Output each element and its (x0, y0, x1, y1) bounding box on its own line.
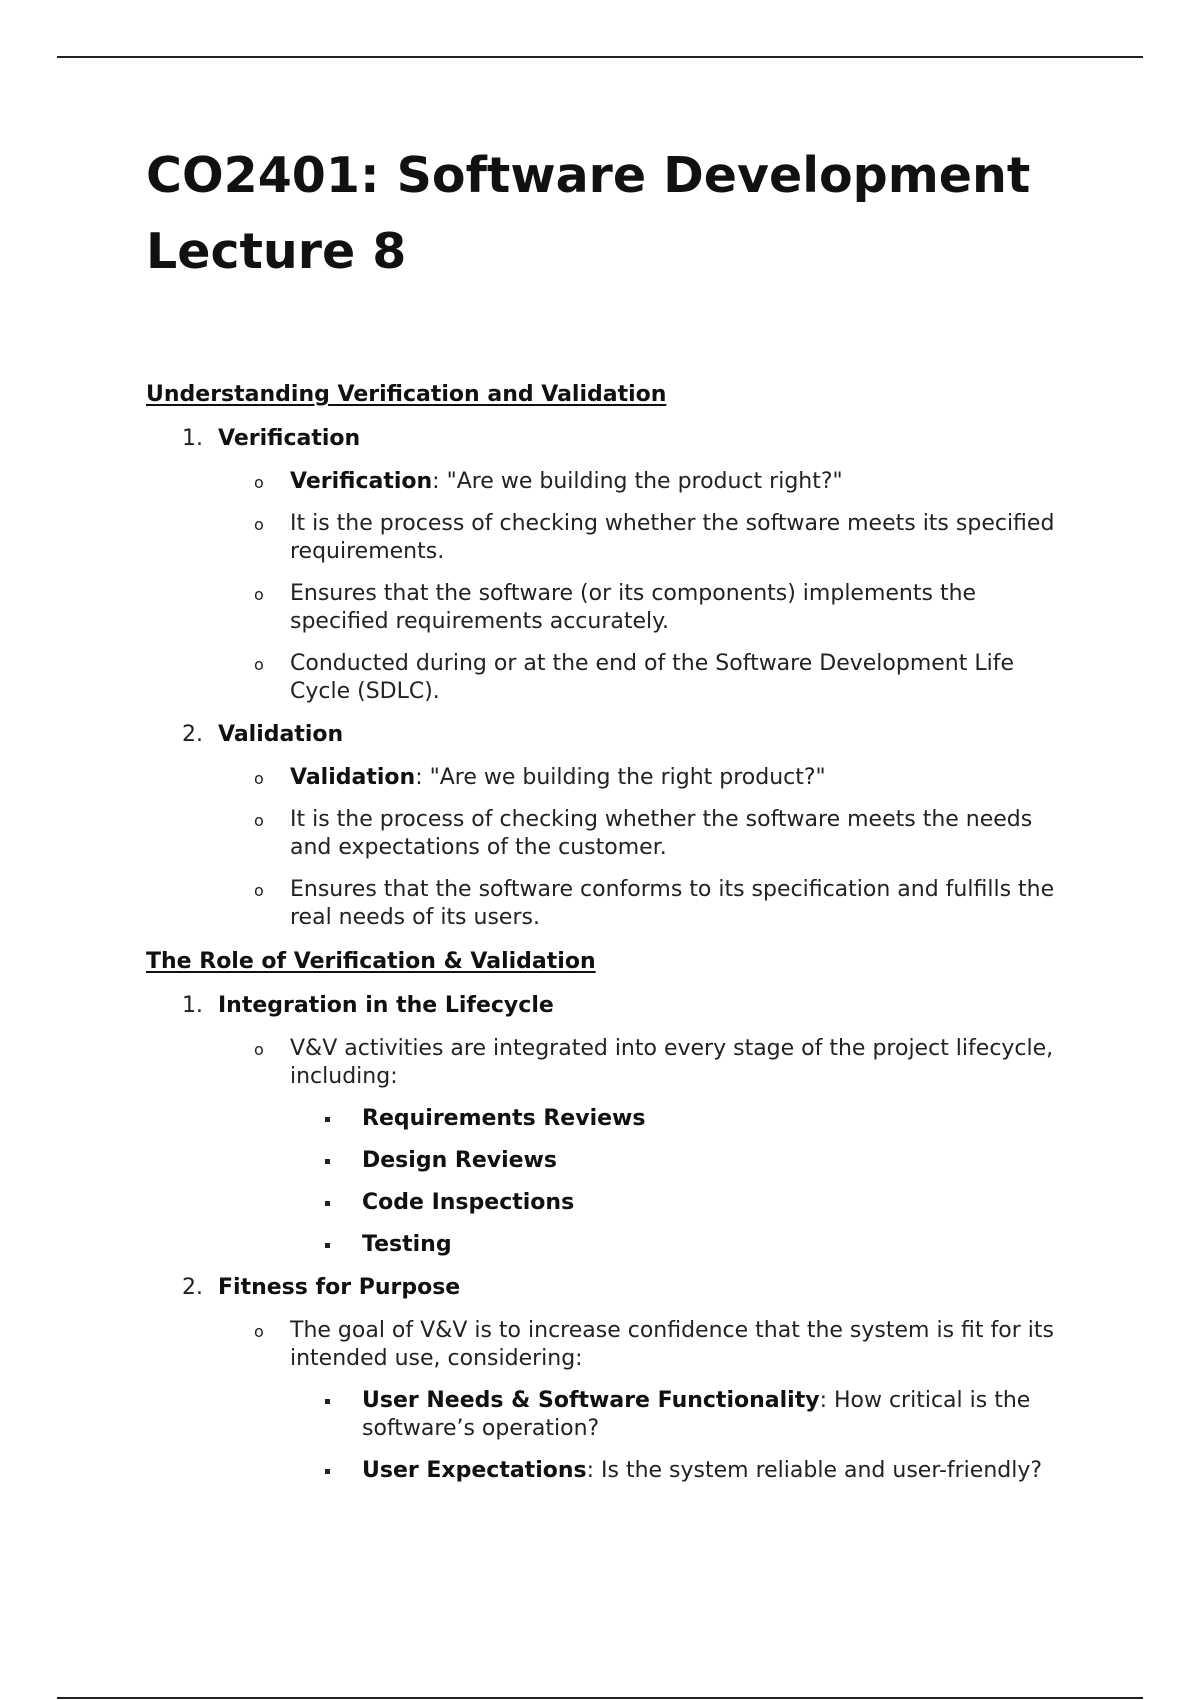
list-number: 2. (182, 1275, 203, 1300)
bottom-rule (57, 1697, 1143, 1699)
numbered-list (146, 424, 1066, 932)
square-bullet-icon (325, 1117, 330, 1122)
square-bullet-icon (325, 1399, 330, 1404)
bullet-text: It is the process of checking whether the software meets the needs and expectations of the customer. (290, 807, 1033, 860)
bullet-item (218, 510, 1066, 566)
circle-bullet-icon: o (254, 585, 264, 604)
list-item-label: Validation (218, 722, 344, 747)
list-item-integration (146, 991, 1066, 1259)
circle-bullet-icon: o (254, 881, 264, 900)
document-body (146, 138, 1066, 1485)
sub-bullet-term: Testing (362, 1232, 452, 1257)
square-bullet-icon (325, 1469, 330, 1474)
circle-bullet-icon: o (254, 473, 264, 492)
square-bullet-icon (325, 1243, 330, 1248)
bullet-text: : "Are we building the right product?" (415, 765, 826, 790)
bullet-text: Conducted during or at the end of the Software Development Life Cycle (SDLC). (290, 651, 1015, 704)
bullet-item (218, 876, 1066, 932)
circle-bullet-icon: o (254, 655, 264, 674)
list-item-validation (146, 720, 1066, 932)
circle-bullet-icon: o (254, 515, 264, 534)
bullet-text: Ensures that the software conforms to its specification and fulfills the real needs of its users. (290, 877, 1055, 930)
list-number: 2. (182, 722, 203, 747)
bullet-text: : "Are we building the product right?" (432, 469, 843, 494)
bullet-term: Verification (290, 469, 433, 494)
sub-bullet-term: User Expectations (362, 1458, 587, 1483)
sub-bullet-term: Requirements Reviews (362, 1106, 646, 1131)
page-title (146, 138, 1066, 290)
circle-bullet-icon: o (254, 1322, 264, 1341)
circle-bullet-icon: o (254, 769, 264, 788)
bullet-item (218, 1035, 1066, 1259)
sub-bullet-text: : Is the system reliable and user-friendly? (586, 1458, 1043, 1483)
square-bullet-icon (325, 1201, 330, 1206)
numbered-list (146, 991, 1066, 1485)
bullet-list (218, 764, 1066, 932)
bullet-item (218, 468, 1066, 496)
list-item-fitness (146, 1273, 1066, 1485)
bullet-text: It is the process of checking whether the software meets its specified requirements. (290, 511, 1055, 564)
title-line-1: CO2401: Software Development (146, 147, 1031, 204)
sub-bullet-item (290, 1457, 1066, 1485)
list-item-label: Fitness for Purpose (218, 1275, 461, 1300)
sub-bullet-item (290, 1189, 1066, 1217)
bullet-item (218, 580, 1066, 636)
sub-bullet-list (218, 1105, 1066, 1259)
bullet-item (218, 650, 1066, 706)
section-heading-role: The Role of Verification & Validation (146, 949, 596, 974)
list-item-label: Integration in the Lifecycle (218, 993, 554, 1018)
top-rule (57, 56, 1143, 58)
list-item-label: Verification (218, 426, 361, 451)
bullet-term: Validation (290, 765, 416, 790)
bullet-item (218, 764, 1066, 792)
sub-bullet-term: Code Inspections (362, 1190, 575, 1215)
bullet-list (218, 1035, 1066, 1259)
sub-bullet-text: : How critical is the software’s operation? (362, 1388, 1031, 1441)
bullet-item (218, 806, 1066, 862)
circle-bullet-icon: o (254, 811, 264, 830)
circle-bullet-icon: o (254, 1040, 264, 1059)
bullet-item (218, 1317, 1066, 1485)
sub-bullet-item (290, 1387, 1066, 1443)
bullet-text: The goal of V&V is to increase confidence that the system is fit for its intended use, considering: (290, 1318, 1054, 1371)
square-bullet-icon (325, 1159, 330, 1164)
title-line-2: Lecture 8 (146, 223, 407, 280)
bullet-text: Ensures that the software (or its components) implements the specified requirements accurately. (290, 581, 977, 634)
sub-bullet-list (218, 1387, 1066, 1485)
bullet-text: V&V activities are integrated into every stage of the project lifecycle, including: (290, 1036, 1054, 1089)
section-heading-understanding: Understanding Verification and Validation (146, 382, 667, 407)
sub-bullet-item (290, 1147, 1066, 1175)
list-item-verification (146, 424, 1066, 706)
list-number: 1. (182, 426, 203, 451)
sub-bullet-term: Design Reviews (362, 1148, 557, 1173)
bullet-list (218, 468, 1066, 706)
list-number: 1. (182, 993, 203, 1018)
sub-bullet-term: User Needs & Software Functionality (362, 1388, 820, 1413)
bullet-list (218, 1317, 1066, 1485)
sub-bullet-item (290, 1105, 1066, 1133)
sub-bullet-item (290, 1231, 1066, 1259)
